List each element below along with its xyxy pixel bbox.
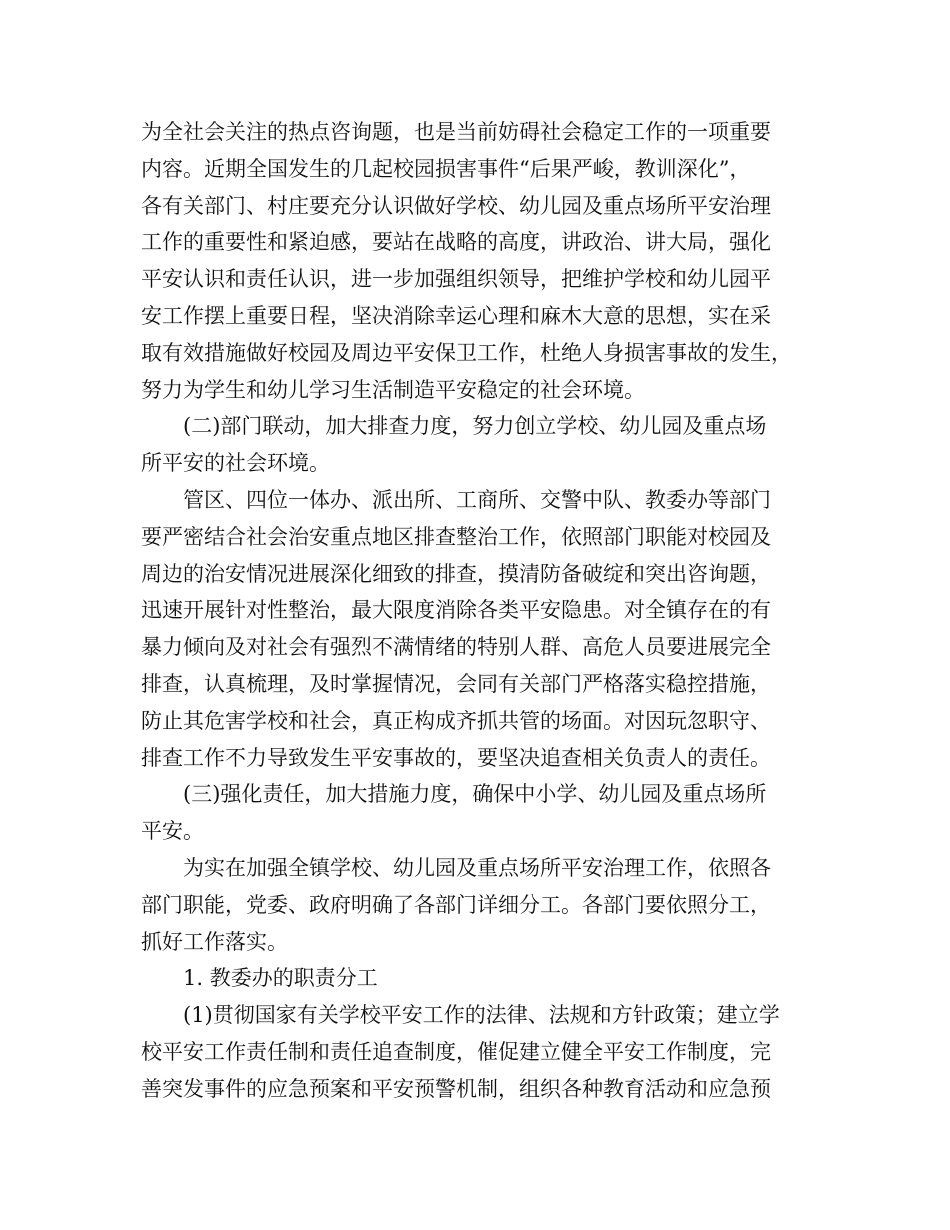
subsection-heading: 1. 教委办的职责分工 <box>183 966 378 991</box>
paragraph-start: 为实在加强全镇学校、幼儿园及重点场所平安治理工作，依照各 <box>183 855 771 880</box>
section-heading-2-cont: 所平安的社会环境。 <box>141 451 330 476</box>
body-line: 善突发事件的应急预案和平安预警机制，组织各种教育活动和应急预 <box>141 1076 771 1101</box>
body-line: 抓好工作落实。 <box>141 929 288 954</box>
body-line: 防止其危害学校和社会，真正构成齐抓共管的场面。对因玩忽职守、 <box>141 708 771 733</box>
body-line: 为全社会关注的热点咨询题，也是当前妨碍社会稳定工作的一项重要 <box>141 120 771 144</box>
section-heading-3: (三)强化责任，加大措施力度，确保中小学、幼儿园及重点场所 <box>183 782 767 807</box>
body-line: 各有关部门、村庄要充分认识做好学校、幼儿园及重点场所平安治理 <box>141 193 771 218</box>
body-line: 安工作摆上重要日程，坚决消除幸运心理和麻木大意的思想，实在采 <box>141 303 771 328</box>
body-line: 内容。近期全国发生的几起校园损害事件“后果严峻，教训深化”， <box>141 156 751 181</box>
body-line: 排查，认真梳理，及时掌握情况，会同有关部门严格落实稳控措施， <box>141 671 771 696</box>
body-line: 暴力倾向及对社会有强烈不满情绪的特别人群、高危人员要进展完全 <box>141 635 771 660</box>
paragraph-start: 管区、四位一体办、派出所、工商所、交警中队、教委办等部门 <box>183 487 771 512</box>
body-line: 排查工作不力导致发生平安事故的，要坚决追查相关负责人的责任。 <box>141 745 771 770</box>
body-line: 工作的重要性和紧迫感，要站在战略的高度，讲政治、讲大局，强化 <box>141 230 771 255</box>
section-heading-2: (二)部门联动，加大排查力度，努力创立学校、幼儿园及重点场 <box>183 414 767 439</box>
body-line: 要严密结合社会治安重点地区排查整治工作，依照部门职能对校园及 <box>141 524 771 549</box>
list-item-start: (1)贯彻国家有关学校平安工作的法律、法规和方针政策；建立学 <box>183 1003 780 1028</box>
body-line: 部门职能，党委、政府明确了各部门详细分工。各部门要依照分工， <box>141 892 771 917</box>
body-line: 迅速开展针对性整治，最大限度消除各类平安隐患。对全镇存在的有 <box>141 598 771 623</box>
body-line: 周边的治安情况进展深化细致的排查，摸清防备破绽和突出咨询题， <box>141 561 771 586</box>
body-line: 努力为学生和幼儿学习生活制造平安稳定的社会环境。 <box>141 377 645 402</box>
section-heading-3-cont: 平安。 <box>141 819 204 844</box>
document-body <box>141 114 817 1108</box>
body-line: 校平安工作责任制和责任追查制度，催促建立健全平安工作制度，完 <box>141 1039 771 1064</box>
body-line: 取有效措施做好校园及周边平安保卫工作，杜绝人身损害事故的发生， <box>141 340 792 365</box>
body-line: 平安认识和责任认识，进一步加强组织领导，把维护学校和幼儿园平 <box>141 267 771 292</box>
